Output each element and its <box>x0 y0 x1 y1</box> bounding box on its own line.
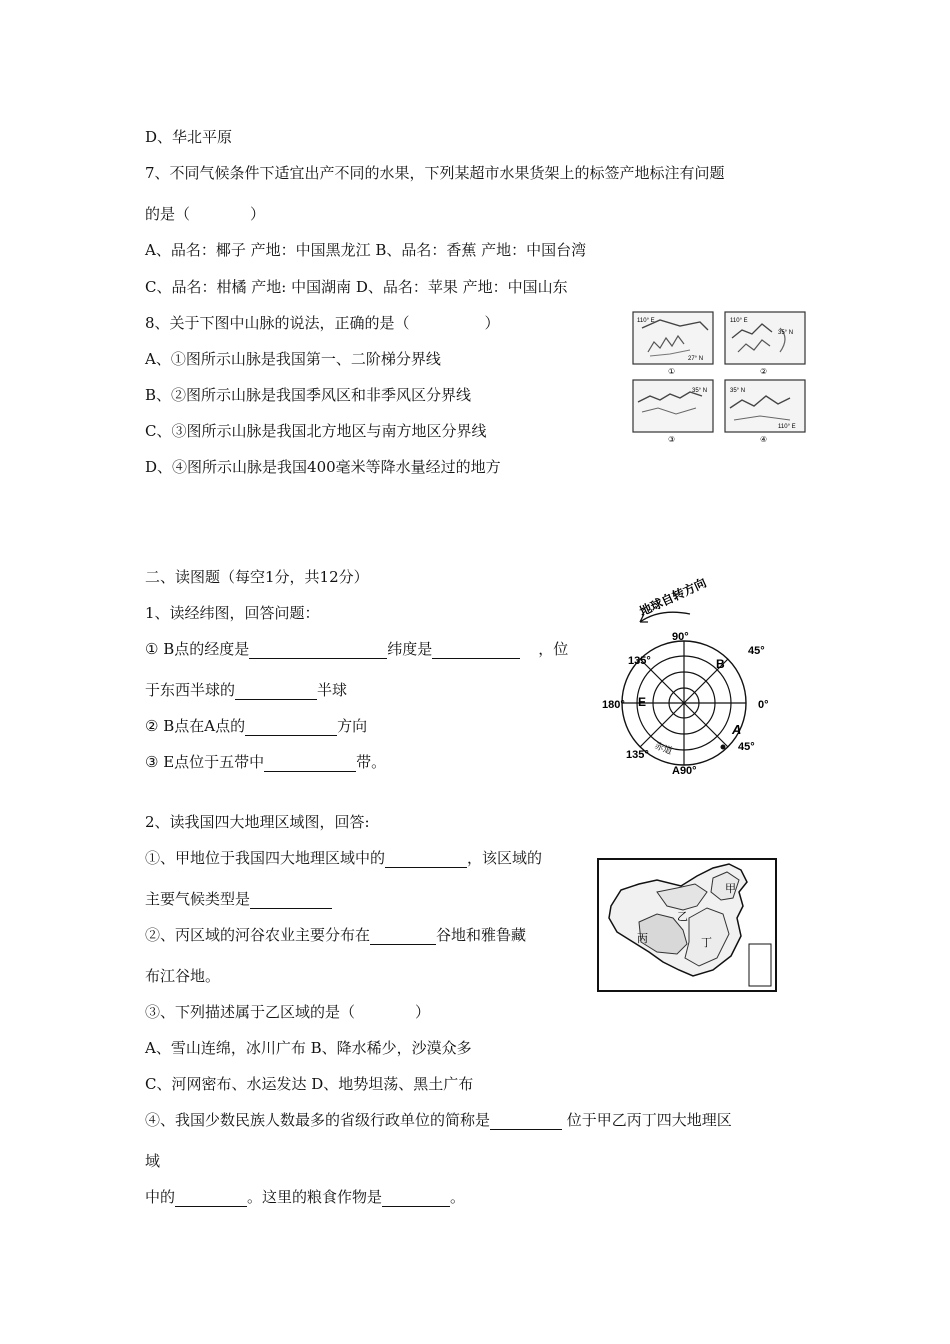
label-0: 0° <box>758 699 769 711</box>
q2-part1-b: ，该区域的 <box>467 849 543 867</box>
equator-label: 赤道 <box>653 740 674 757</box>
q6-option-d: D、华北平原 <box>145 128 233 146</box>
south-sea-inset <box>749 944 771 986</box>
m3-number: ③ <box>668 435 676 444</box>
q2-part4-f: 。 <box>450 1188 466 1206</box>
q1-part1-a: ① B点的经度是 <box>145 640 250 658</box>
label-jia: 甲 <box>725 883 736 895</box>
m3-right-label: 35° N <box>692 388 708 394</box>
q2-part3-stem: ③、下列描述属于乙区域的是（ ） <box>145 1003 431 1021</box>
q2-part1-c: 主要气候类型是 <box>145 890 251 908</box>
q8-stem: 8、关于下图中山脉的说法，正确的是（ ） <box>145 314 500 332</box>
q2-part4-a: ④、我国少数民族人数最多的省级行政单位的简称是 <box>145 1111 491 1129</box>
q8-option-c: C、③图所示山脉是我国北方地区与南方地区分界线 <box>145 422 487 440</box>
answer-blank-zone[interactable] <box>264 755 356 772</box>
q7-options-ab: A、品名：椰子 产地：中国黑龙江 B、品名：香蕉 产地：中国台湾 <box>145 241 587 259</box>
q2-part4-line2: 域 <box>145 1152 161 1170</box>
answer-blank-longitude[interactable] <box>249 642 387 659</box>
m2-top-label: 110° E <box>730 318 748 324</box>
q2-part2-a: ②、丙区域的河谷农业主要分布在 <box>145 926 371 944</box>
answer-blank-valley[interactable] <box>370 928 436 945</box>
q1-part1-e: 半球 <box>317 681 348 699</box>
q1-part2-a: ② B点在A点的 <box>145 717 246 735</box>
mountain-map-4 <box>725 380 805 444</box>
m1-number: ① <box>668 367 676 376</box>
q1-stem: 1、读经纬图，回答问题： <box>145 604 320 622</box>
q1-part2-b: 方向 <box>337 717 368 735</box>
q2-part1-line2 <box>145 889 332 909</box>
answer-blank-area[interactable] <box>175 1190 247 1207</box>
mountain-maps-figure <box>630 308 820 448</box>
q1-part3-line <box>145 752 386 772</box>
q2-part2-line <box>145 925 526 945</box>
q2-part4-e: 。这里的粮食作物是 <box>247 1188 383 1206</box>
rotation-label: 地球自转方向 <box>637 575 709 619</box>
answer-blank-latitude[interactable] <box>432 642 520 659</box>
answer-blank-climate[interactable] <box>250 892 332 909</box>
m1-right-label: 27° N <box>688 356 704 362</box>
section2-heading: 二、读图题（每空1分，共12分） <box>145 568 369 586</box>
m2-right-label: 35° N <box>778 330 794 336</box>
q2-part4-line <box>145 1110 732 1130</box>
answer-blank-hemisphere[interactable] <box>235 683 317 700</box>
label-180: 180° <box>602 699 625 711</box>
q7-stem-line2: 的是（ ） <box>145 205 266 223</box>
q1-part3-a: ③ E点位于五带中 <box>145 753 265 771</box>
label-yi: 乙 <box>677 911 688 923</box>
q1-part1-line2 <box>145 680 347 700</box>
q8-option-b: B、②图所示山脉是我国季风区和非季风区分界线 <box>145 386 472 404</box>
q2-part3-options-ab: A、雪山连绵，冰川广布 B、降水稀少，沙漠众多 <box>145 1039 472 1057</box>
q2-part3-options-cd: C、河网密布、水运发达 D、地势坦荡、黑土广布 <box>145 1075 474 1093</box>
q7-stem-line1: 7、不同气候条件下适宜出产不同的水果，下列某超市水果货架上的标签产地标注有问题 <box>145 164 725 182</box>
label-135-lower: 135° <box>626 749 649 761</box>
china-regions-map <box>597 858 779 994</box>
q2-part1-line <box>145 848 542 868</box>
label-ding: 丁 <box>701 937 712 949</box>
q2-part1-a: ①、甲地位于我国四大地理区域中的 <box>145 849 386 867</box>
answer-blank-region[interactable] <box>385 851 467 868</box>
mountain-map-2 <box>725 312 805 376</box>
label-a90: A90° <box>672 765 697 777</box>
label-45-lower: 45° <box>738 741 755 753</box>
answer-blank-crop[interactable] <box>382 1190 450 1207</box>
m4-right-label: 110° E <box>778 424 796 430</box>
q2-part2-line2: 布江谷地。 <box>145 967 221 985</box>
point-a-dot <box>721 745 726 750</box>
q1-part3-b: 带。 <box>356 753 387 771</box>
mountain-map-1 <box>633 312 713 376</box>
answer-blank-direction[interactable] <box>245 719 337 736</box>
answer-blank-province[interactable] <box>490 1113 562 1130</box>
q2-part4-line3 <box>145 1187 465 1207</box>
q7-options-cd: C、品名：柑橘 产地: 中国湖南 D、品名：苹果 产地：中国山东 <box>145 278 568 296</box>
q2-part4-d: 中的 <box>145 1188 176 1206</box>
q2-stem: 2、读我国四大地理区域图，回答: <box>145 813 370 831</box>
point-a-label: A <box>732 722 742 737</box>
label-90: 90° <box>672 631 689 643</box>
polar-lat-long-figure <box>600 575 790 780</box>
m2-number: ② <box>760 367 768 376</box>
m4-number: ④ <box>760 435 768 444</box>
q8-option-d: D、④图所示山脉是我国400毫米等降水量经过的地方 <box>145 458 501 476</box>
q1-part1-d: 于东西半球的 <box>145 681 236 699</box>
label-bing: 丙 <box>637 933 648 945</box>
q1-part1-b: 纬度是 <box>387 640 433 658</box>
label-135-upper: 135° <box>628 655 651 667</box>
point-e-label: E <box>638 695 647 709</box>
q1-part2-line <box>145 716 367 736</box>
q1-part1-line <box>145 639 568 659</box>
q2-part2-b: 谷地和雅鲁藏 <box>436 926 527 944</box>
m1-top-label: 110° E <box>637 318 655 324</box>
q1-part1-c: ，位 <box>538 640 569 658</box>
mountain-map-3 <box>633 380 713 444</box>
point-b-label: B <box>716 657 725 671</box>
m4-left-label: 35° N <box>730 388 746 394</box>
q8-option-a: A、①图所示山脉是我国第一、二阶梯分界线 <box>145 350 441 368</box>
label-45-upper: 45° <box>748 645 765 657</box>
q2-part4-b: 位于甲乙丙丁四大地理区 <box>562 1111 732 1129</box>
